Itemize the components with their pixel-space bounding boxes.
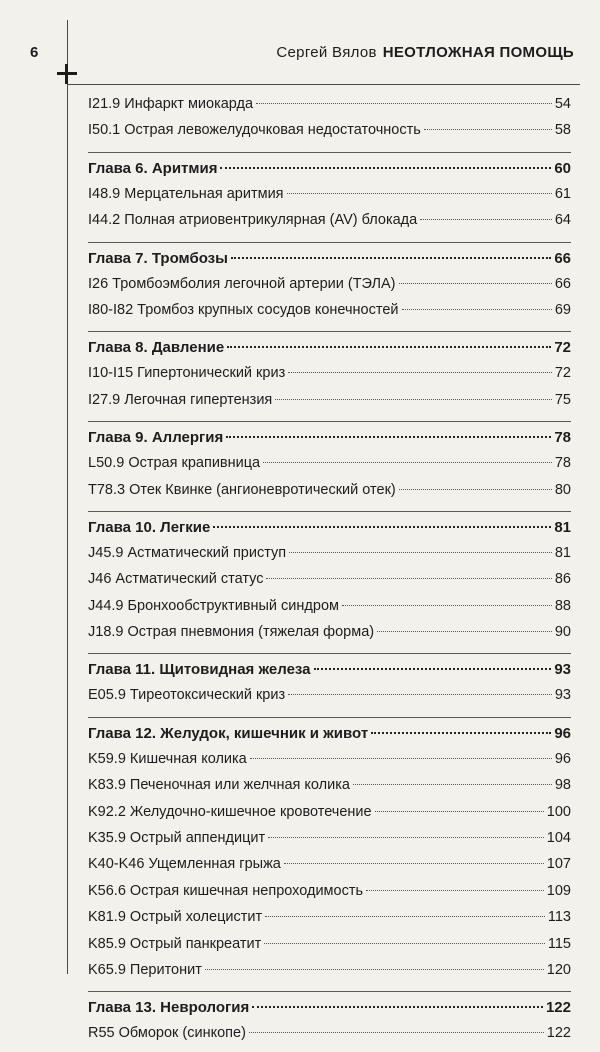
toc-page-number: 80 (554, 481, 571, 498)
toc-page-number: 72 (554, 339, 571, 357)
dot-leader (263, 462, 552, 463)
toc-entry-title: I26 Тромбоэмболия легочной артерии (ТЭЛА) (88, 275, 396, 292)
toc-entry-title: L50.9 Острая крапивница (88, 455, 261, 472)
toc-page-number: 78 (554, 455, 571, 472)
toc-entry-title: Глава 9. Аллергия (88, 429, 224, 447)
toc-entry-title: K56.6 Острая кишечная непроходимость (88, 882, 364, 899)
toc-page-number: 61 (554, 185, 571, 202)
toc-entry (88, 276, 571, 302)
margin-rule-vertical (67, 20, 68, 974)
toc-page-number: 66 (554, 275, 571, 292)
dot-leader (265, 916, 545, 917)
dot-leader (399, 283, 552, 284)
toc-entry-title: I44.2 Полная атриовентрикулярная (AV) блокада (88, 212, 418, 229)
toc-chapter-heading (88, 725, 571, 751)
chapter-separator (88, 511, 571, 512)
toc-page-number: 109 (546, 882, 571, 899)
dot-leader (420, 219, 552, 220)
toc-entry (88, 1025, 571, 1051)
dot-leader (250, 758, 552, 759)
running-head-title: НЕОТЛОЖНАЯ ПОМОЩЬ (382, 44, 574, 61)
chapter-separator (88, 717, 571, 718)
toc-page-number: 58 (554, 122, 571, 139)
running-head-author: Сергей Вялов (276, 44, 377, 61)
toc-chapter-heading (88, 339, 571, 365)
toc-entry (88, 883, 571, 909)
toc-chapter-heading (88, 160, 571, 186)
toc-entry-title: T78.3 Отек Квинке (ангионевротический отек) (88, 481, 396, 498)
toc-page-number: 69 (554, 301, 571, 318)
toc-entry (88, 545, 571, 571)
toc-entry-title: I80-I82 Тромбоз крупных сосудов конечностей (88, 301, 399, 318)
toc-entry-title: K65.9 Перитонит (88, 961, 202, 978)
page-number: 6 (30, 44, 39, 61)
toc-page-number: 122 (545, 999, 571, 1017)
header-rule (67, 84, 580, 85)
toc-entry (88, 302, 571, 328)
dot-leader (288, 694, 552, 695)
dot-leader (275, 399, 552, 400)
toc-entry-title: J46 Астматический статус (88, 571, 264, 588)
toc-entry-title: I10-I15 Гипертонический криз (88, 365, 286, 382)
dot-leader (353, 784, 552, 785)
toc-page-number: 96 (554, 750, 571, 767)
toc-entry (88, 122, 571, 148)
toc-page-number: 104 (546, 830, 571, 847)
toc-entry-title: Глава 6. Аритмия (88, 159, 218, 177)
toc-page-number: 93 (554, 661, 571, 679)
toc-page-number: 96 (554, 724, 571, 742)
running-head (276, 44, 574, 61)
dot-leader (377, 631, 552, 632)
toc-page-number: 122 (546, 1025, 571, 1042)
dot-leader (342, 605, 552, 606)
toc-entry-title: I48.9 Мерцательная аритмия (88, 185, 284, 202)
toc-entry-title: I50.1 Острая левожелудочковая недостаточность (88, 122, 421, 139)
toc-entry (88, 96, 571, 122)
toc-page-number: 86 (554, 571, 571, 588)
dot-leader (375, 811, 544, 812)
dot-leader (264, 943, 545, 944)
chapter-separator (88, 991, 571, 992)
toc-entry (88, 186, 571, 212)
toc-entry (88, 455, 571, 481)
toc-entry-title: J18.9 Острая пневмония (тяжелая форма) (88, 624, 375, 641)
toc-entry-title: I21.9 Инфаркт миокарда (88, 96, 254, 112)
toc-entry-title: K59.9 Кишечная колика (88, 750, 247, 767)
toc-page-number: 75 (554, 391, 571, 408)
dot-leader (205, 969, 544, 970)
dot-leader (289, 552, 552, 553)
toc-page-number: 100 (546, 803, 571, 820)
toc-page-number: 81 (554, 544, 571, 561)
toc-entry (88, 751, 571, 777)
toc-entry (88, 571, 571, 597)
toc-entry-title: I27.9 Легочная гипертензия (88, 391, 273, 408)
dot-leader (399, 489, 552, 490)
toc-entry-title: K81.9 Острый холецистит (88, 909, 263, 926)
dot-leader (256, 103, 552, 104)
toc-chapter-heading (88, 429, 571, 455)
dot-leader (252, 1006, 543, 1008)
toc-entry-title: Глава 7. Тромбозы (88, 249, 228, 267)
dot-leader (213, 526, 551, 528)
dot-leader (227, 346, 551, 348)
toc-entry-title: Глава 10. Легкие (88, 518, 211, 536)
toc-entry-title: K85.9 Острый панкреатит (88, 935, 262, 952)
toc-page-number: 64 (554, 212, 571, 229)
toc-entry-title: J45.9 Астматический приступ (88, 544, 287, 561)
toc-chapter-heading (88, 999, 571, 1025)
toc-entry-title: Глава 13. Неврология (88, 999, 250, 1017)
toc-page-number: 98 (554, 777, 571, 794)
toc-page-number: 72 (554, 365, 571, 382)
plus-mark-icon (55, 62, 79, 86)
toc-entry (88, 687, 571, 713)
dot-leader (220, 167, 551, 169)
toc-entry (88, 392, 571, 418)
dot-leader (226, 436, 551, 438)
toc-entry-title: R55 Обморок (синкопе) (88, 1025, 246, 1042)
toc-page-number: 60 (554, 159, 571, 177)
chapter-separator (88, 653, 571, 654)
dot-leader (268, 837, 544, 838)
toc-chapter-heading (88, 519, 571, 545)
table-of-contents (88, 96, 571, 1052)
dot-leader (249, 1032, 544, 1033)
toc-entry (88, 856, 571, 882)
toc-entry (88, 598, 571, 624)
toc-entry (88, 909, 571, 935)
dot-leader (402, 309, 552, 310)
toc-entry-title: Глава 12. Желудок, кишечник и живот (88, 724, 369, 742)
chapter-separator (88, 421, 571, 422)
chapter-separator (88, 331, 571, 332)
toc-entry (88, 804, 571, 830)
toc-chapter-heading (88, 250, 571, 276)
toc-entry-title: J44.9 Бронхообструктивный синдром (88, 597, 339, 614)
dot-leader (287, 193, 552, 194)
toc-page-number: 88 (554, 597, 571, 614)
toc-page-number: 81 (554, 518, 571, 536)
dot-leader (314, 668, 552, 670)
toc-page-number: 54 (554, 96, 571, 112)
toc-chapter-heading (88, 661, 571, 687)
toc-page-number: 113 (547, 909, 571, 926)
toc-page-number: 90 (554, 624, 571, 641)
toc-page-number: 93 (554, 687, 571, 704)
dot-leader (231, 257, 551, 259)
toc-entry-title: E05.9 Тиреотоксический криз (88, 687, 286, 704)
chapter-separator (88, 242, 571, 243)
toc-page-number: 115 (547, 935, 571, 952)
chapter-separator (88, 152, 571, 153)
toc-entry (88, 482, 571, 508)
dot-leader (366, 890, 544, 891)
toc-entry-title: K40-K46 Ущемленная грыжа (88, 856, 281, 873)
dot-leader (371, 732, 551, 734)
toc-entry (88, 212, 571, 238)
toc-page-number: 78 (554, 429, 571, 447)
toc-entry-title: Глава 11. Щитовидная железа (88, 661, 311, 679)
dot-leader (288, 372, 552, 373)
dot-leader (266, 578, 551, 579)
toc-entry (88, 777, 571, 803)
toc-entry (88, 962, 571, 988)
dot-leader (284, 863, 544, 864)
toc-page-number: 107 (546, 856, 571, 873)
toc-page-number: 120 (546, 961, 571, 978)
toc-page-number: 66 (554, 249, 571, 267)
toc-entry-title: K92.2 Желудочно-кишечное кровотечение (88, 803, 372, 820)
toc-entry-title: K35.9 Острый аппендицит (88, 830, 266, 847)
dot-leader (424, 129, 552, 130)
toc-entry-title: K83.9 Печеночная или желчная колика (88, 777, 350, 794)
toc-entry (88, 830, 571, 856)
toc-entry (88, 624, 571, 650)
toc-entry-title: Глава 8. Давление (88, 339, 225, 357)
toc-entry (88, 936, 571, 962)
toc-entry (88, 365, 571, 391)
